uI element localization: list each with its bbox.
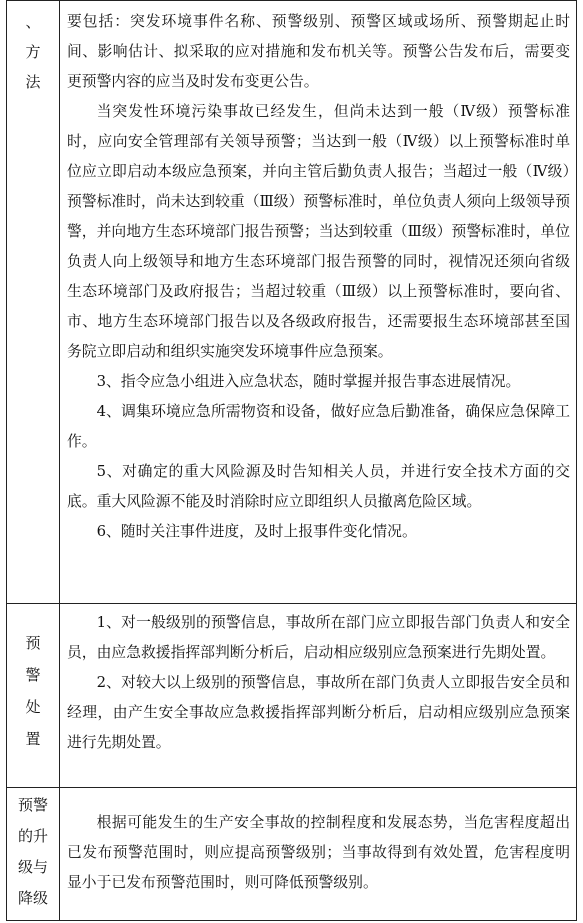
paragraph: 要包括：突发环境事件名称、预警级别、预警区域或场所、预警期起止时间、影响估计、拟采取的应对措施和发布机关等。预警公告发布后，需要变更预警内容的应当及时发布变更公告。 bbox=[67, 13, 570, 90]
label-char: 预 bbox=[25, 633, 41, 652]
content-table bbox=[6, 0, 577, 921]
paragraph: 根据可能发生的生产安全事故的控制程度和发展态势，当危害程度超出已发布预警范围时，则应提高预警级别；当事故得到有效处置，危害程度明显小于已发布预警范围时，则可降低预警级别。 bbox=[67, 813, 570, 891]
label-char: 、 bbox=[25, 13, 41, 31]
label-char: 法 bbox=[25, 73, 41, 91]
label-char: 警 bbox=[25, 665, 41, 684]
row-body-method bbox=[60, 1, 577, 604]
table-row-method bbox=[7, 1, 577, 604]
label-char: 级与 bbox=[17, 857, 48, 876]
table-row-warning-handling bbox=[7, 603, 577, 787]
table-row-warning-level-change bbox=[7, 787, 577, 920]
row-body-warning-handling bbox=[60, 603, 577, 787]
paragraph: 当突发性环境污染事故已经发生，但尚未达到一般（Ⅳ级）预警标准时，应向安全管理部有关领导预警；当达到一般（Ⅳ级）以上预警标准时单位应立即启动本级应急预案，并向主管后勤负责人报告；当超过一般（Ⅳ级）预警标准时，尚未达到较重（Ⅲ级）预警标准时，单位负责人须向上级领导预警，并向地方生态环境部门报告预警；当达到较重（Ⅲ级）预警标准时，单位负责人向上级领导和地方生态环境部门报告预警的同时，视情况还须向省级生态环境部门及政府报告；当超过较重（Ⅲ级）以上预警标准时，要向省、市、地方生态环境部门报告以及各级政府报告，还需要报生态环境部甚至国务院立即启动和组织实施突发环境事件应急预案。 bbox=[67, 103, 570, 360]
paragraph: 5、对确定的重大风险源及时告知相关人员，并进行安全技术方面的交底。重大风险源不能及时消除时应立即组织人员撤离危险区域。 bbox=[67, 463, 570, 510]
row-label-warning-handling bbox=[7, 603, 60, 787]
label-char: 的升 bbox=[17, 826, 48, 845]
paragraph: 1、对一般级别的预警信息，事故所在部门应立即报告部门负责人和安全员，由应急救援指挥部判断分析后，启动相应级别应急预案进行先期处置。 bbox=[67, 613, 570, 661]
label-char: 预警 bbox=[17, 795, 48, 814]
label-char: 置 bbox=[25, 729, 41, 748]
paragraph: 2、对较大以上级别的预警信息，事故所在部门负责人立即报告安全员和经理，由产生安全事故应急救援指挥部判断分析后，启动相应级别应急预案进行先期处置。 bbox=[67, 673, 570, 751]
row-label-warning-level-change bbox=[7, 787, 60, 920]
row-label-method bbox=[7, 1, 60, 604]
paragraph: 4、调集环境应急所需物资和设备，做好应急后勤准备，确保应急保障工作。 bbox=[67, 403, 570, 450]
label-char: 降级 bbox=[17, 888, 48, 907]
label-char: 处 bbox=[25, 697, 41, 716]
paragraph: 6、随时关注事件进度，及时上报事件变化情况。 bbox=[96, 523, 417, 540]
label-char: 方 bbox=[25, 43, 41, 61]
paragraph: 3、指令应急小组进入应急状态，随时掌握并报告事态进展情况。 bbox=[96, 373, 521, 390]
row-body-warning-level-change bbox=[60, 787, 577, 920]
